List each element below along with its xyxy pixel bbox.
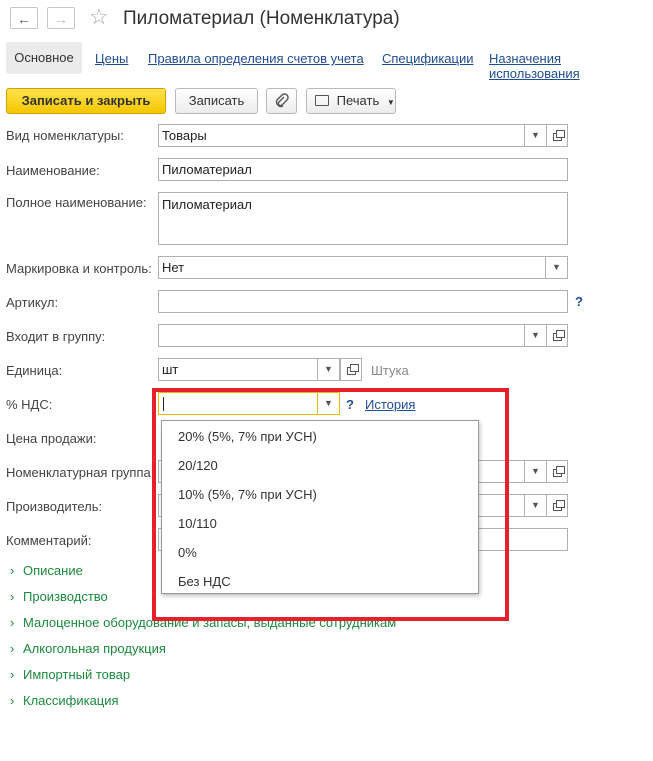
chevron-right-icon: › (10, 667, 15, 682)
fullname-field[interactable]: Пиломатериал (158, 192, 568, 245)
section-equipment[interactable]: › Малоценное оборудование и запасы, выданные сотрудникам (10, 615, 397, 630)
unit-dropdown-button[interactable]: ▼ (318, 358, 340, 381)
vat-option[interactable]: 20/120 (178, 458, 218, 473)
chevron-right-icon: › (10, 589, 15, 604)
print-label: Печать (336, 93, 380, 108)
save-close-button[interactable]: Записать и закрыть (6, 88, 166, 114)
vat-help-icon[interactable]: ? (346, 397, 354, 412)
chevron-right-icon: › (10, 641, 15, 656)
nomgroup-dropdown-button[interactable]: ▼ (525, 460, 547, 483)
maker-label: Производитель: (6, 499, 103, 514)
tab-accounts[interactable]: Правила определения счетов учета (148, 51, 364, 66)
tab-specs[interactable]: Спецификации (382, 51, 474, 66)
section-description[interactable]: › Описание (10, 563, 83, 578)
section-production[interactable]: › Производство (10, 589, 108, 604)
article-help-icon[interactable]: ? (575, 294, 583, 309)
chevron-right-icon: › (10, 563, 15, 578)
marking-label: Маркировка и контроль: (6, 261, 152, 276)
vat-history-link[interactable]: История (365, 397, 416, 412)
chevron-down-icon: ▼ (386, 98, 395, 107)
tab-prices[interactable]: Цены (95, 51, 129, 66)
maker-open-button[interactable] (546, 494, 568, 517)
vid-open-button[interactable] (546, 124, 568, 147)
forward-button[interactable] (47, 7, 75, 29)
maker-dropdown-button[interactable]: ▼ (525, 494, 547, 517)
page-title: Пиломатериал (Номенклатура) (123, 8, 400, 29)
print-button[interactable] (306, 88, 396, 114)
marking-field[interactable]: Нет (158, 256, 546, 279)
fullname-label: Полное наименование: (6, 195, 147, 210)
article-field[interactable] (158, 290, 568, 313)
unit-field[interactable]: шт (158, 358, 318, 381)
vat-dropdown-button[interactable]: ▼ (318, 392, 340, 415)
price-label: Цена продажи: (6, 431, 97, 446)
chevron-right-icon: › (10, 693, 15, 708)
section-alcohol[interactable]: › Алкогольная продукция (10, 641, 166, 656)
vat-option[interactable]: 0% (178, 545, 197, 560)
arrow-left-icon: ← (17, 11, 31, 27)
article-label: Артикул: (6, 295, 59, 310)
comment-label: Комментарий: (6, 533, 92, 548)
group-label: Входит в группу: (6, 329, 106, 344)
section-import[interactable]: › Импортный товар (10, 667, 131, 682)
vid-field[interactable]: Товары (158, 124, 525, 147)
vid-dropdown-button[interactable]: ▼ (525, 124, 547, 147)
nomgroup-open-button[interactable] (546, 460, 568, 483)
unit-hint: Штука (371, 363, 409, 378)
name-label: Наименование: (6, 163, 100, 178)
printer-icon (315, 95, 329, 106)
vat-option[interactable]: Без НДС (178, 574, 231, 589)
group-dropdown-button[interactable]: ▼ (525, 324, 547, 347)
back-button[interactable] (10, 7, 38, 29)
highlight-frame (152, 388, 509, 621)
vid-label: Вид номенклатуры: (6, 128, 124, 143)
tab-main[interactable]: Основное (6, 42, 82, 74)
chevron-right-icon: › (10, 615, 15, 630)
group-open-button[interactable] (546, 324, 568, 347)
vat-option[interactable]: 10/110 (178, 516, 217, 531)
arrow-right-icon: → (54, 11, 68, 27)
vat-label: % НДС: (6, 397, 53, 412)
name-field[interactable]: Пиломатериал (158, 158, 568, 181)
marking-dropdown-button[interactable]: ▼ (546, 256, 568, 279)
group-field[interactable] (158, 324, 525, 347)
paperclip-icon (275, 93, 289, 109)
tab-usage[interactable]: Назначения использования (489, 51, 580, 81)
unit-label: Единица: (6, 363, 63, 378)
vat-option[interactable]: 10% (5%, 7% при УСН) (178, 487, 317, 502)
nomgroup-label: Номенклатурная группа: (6, 465, 155, 480)
unit-open-button[interactable] (340, 358, 362, 381)
attach-button[interactable] (266, 88, 297, 114)
star-icon[interactable]: ☆ (89, 4, 109, 29)
section-classification[interactable]: › Классификация (10, 693, 119, 708)
save-button[interactable]: Записать (175, 88, 258, 114)
vat-option[interactable]: 20% (5%, 7% при УСН) (178, 429, 317, 444)
